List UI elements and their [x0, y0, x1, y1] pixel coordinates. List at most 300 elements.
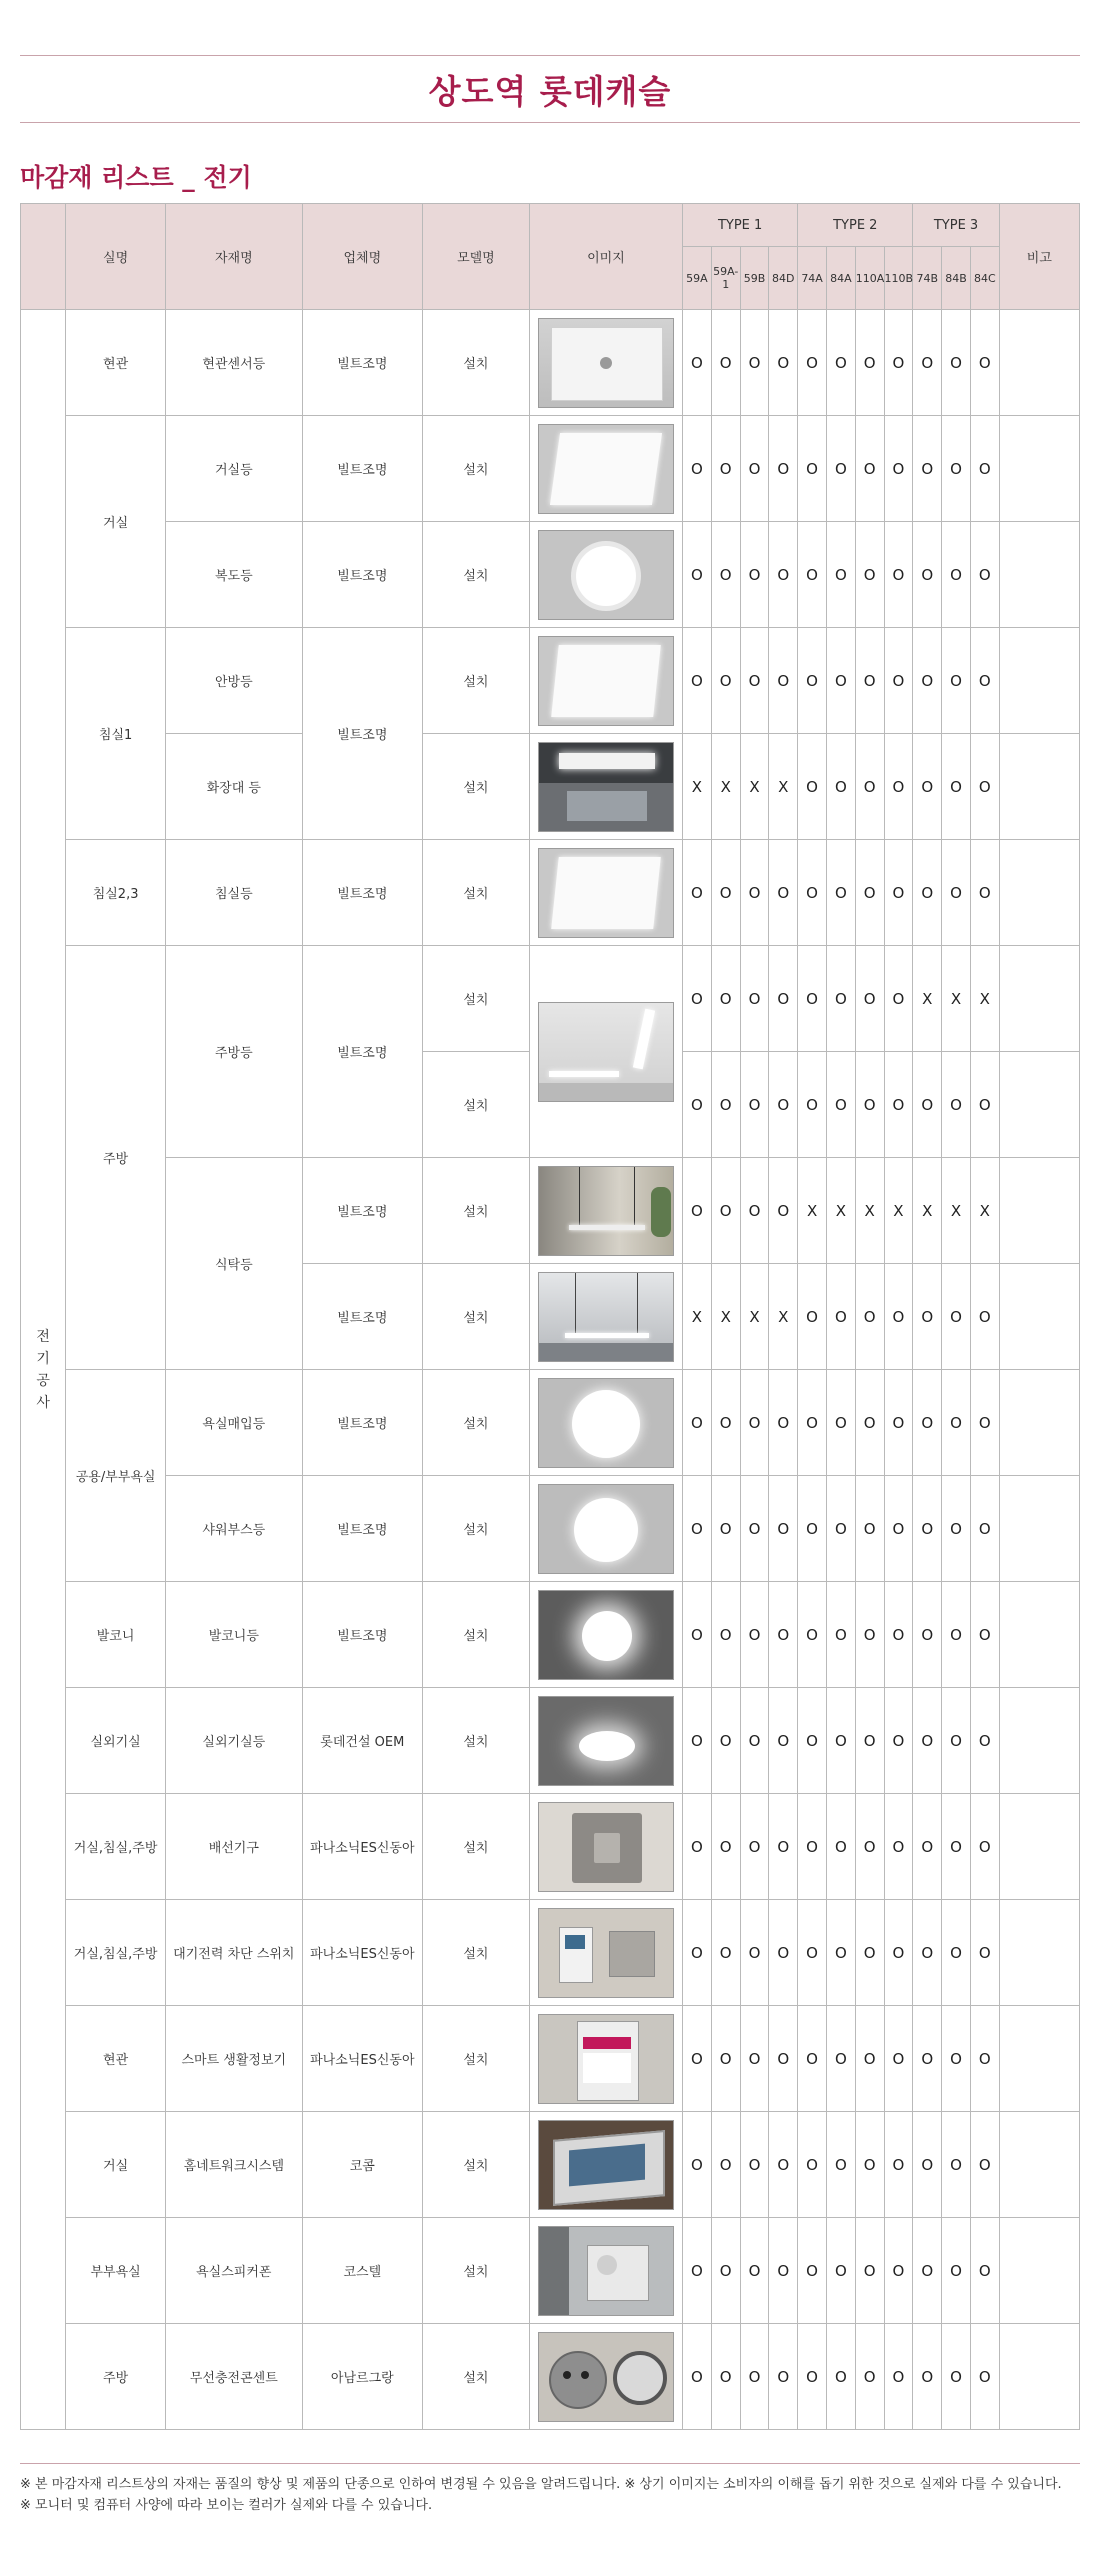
- table-row: [21, 1158, 1080, 1264]
- mark-cell: O: [826, 1264, 855, 1370]
- mark-cell: O: [884, 1794, 913, 1900]
- table-row: [21, 1476, 1080, 1582]
- mark-cell: O: [769, 1052, 798, 1158]
- room-cell: 부부욕실: [66, 2218, 166, 2324]
- maker-cell: 빌트조명: [302, 1476, 422, 1582]
- mark-cell: O: [942, 1900, 971, 2006]
- note-cell: [999, 416, 1079, 522]
- mark-cell: O: [740, 2218, 769, 2324]
- mark-cell: O: [884, 1264, 913, 1370]
- maker-cell: 코콤: [302, 2112, 422, 2218]
- mark-cell: O: [884, 1052, 913, 1158]
- page-title: 상도역 롯데캐슬: [428, 71, 672, 111]
- room-cell: 침실2,3: [66, 840, 166, 946]
- mark-cell: O: [683, 2324, 712, 2430]
- subtype-header: 74B: [913, 247, 942, 310]
- mark-cell: O: [913, 840, 942, 946]
- note-cell: [999, 1900, 1079, 2006]
- mark-cell: O: [855, 1264, 884, 1370]
- mark-cell: O: [942, 2006, 971, 2112]
- item-cell: 복도등: [165, 522, 302, 628]
- mark-cell: O: [740, 840, 769, 946]
- mark-cell: O: [826, 522, 855, 628]
- mark-cell: O: [711, 628, 740, 734]
- mark-cell: X: [740, 1264, 769, 1370]
- mark-cell: O: [740, 1158, 769, 1264]
- mark-cell: O: [826, 840, 855, 946]
- mark-cell: O: [913, 628, 942, 734]
- maker-cell: 롯데건설 OEM: [302, 1688, 422, 1794]
- mark-cell: O: [798, 310, 827, 416]
- mark-cell: O: [826, 1794, 855, 1900]
- mark-cell: O: [970, 2006, 999, 2112]
- bathroom-speakerphone-image: [538, 2226, 674, 2316]
- image-cell: [529, 1900, 682, 2006]
- mark-cell: O: [740, 1582, 769, 1688]
- mark-cell: O: [683, 628, 712, 734]
- mark-cell: O: [884, 310, 913, 416]
- mark-cell: O: [942, 628, 971, 734]
- mark-cell: O: [740, 1794, 769, 1900]
- mark-cell: O: [942, 2112, 971, 2218]
- note-cell: [999, 734, 1079, 840]
- recessed-light-image: [538, 1484, 674, 1574]
- image-cell: [529, 1264, 682, 1370]
- mark-cell: O: [683, 840, 712, 946]
- mark-cell: O: [769, 1158, 798, 1264]
- mark-cell: O: [711, 1370, 740, 1476]
- note-cell: [999, 1158, 1079, 1264]
- sensor-light-image: [538, 318, 674, 408]
- model-cell: 설치: [422, 1052, 529, 1158]
- subtype-header: 84D: [769, 247, 798, 310]
- mark-cell: O: [683, 1476, 712, 1582]
- mark-cell: O: [769, 310, 798, 416]
- mark-cell: O: [711, 1794, 740, 1900]
- mark-cell: O: [769, 1900, 798, 2006]
- model-cell: 설치: [422, 416, 529, 522]
- model-cell: 설치: [422, 628, 529, 734]
- mark-cell: O: [913, 1264, 942, 1370]
- item-cell: 욕실매입등: [165, 1370, 302, 1476]
- model-cell: 설치: [422, 1264, 529, 1370]
- mark-cell: O: [884, 1370, 913, 1476]
- item-cell: 스마트 생활정보기: [165, 2006, 302, 2112]
- item-cell: 홈네트워크시스템: [165, 2112, 302, 2218]
- standby-power-switch-image: [538, 1908, 674, 1998]
- image-cell: [529, 734, 682, 840]
- mark-cell: O: [711, 2324, 740, 2430]
- model-cell: 설치: [422, 946, 529, 1052]
- mark-cell: O: [769, 416, 798, 522]
- note-cell: [999, 628, 1079, 734]
- item-cell: 주방등: [165, 946, 302, 1158]
- mark-cell: O: [942, 1370, 971, 1476]
- mark-cell: O: [683, 2006, 712, 2112]
- model-cell: 설치: [422, 310, 529, 416]
- image-cell: [529, 1370, 682, 1476]
- table-row: [21, 734, 1080, 840]
- mark-cell: O: [942, 310, 971, 416]
- mark-cell: O: [855, 1582, 884, 1688]
- table-row: [21, 416, 1080, 522]
- subtype-header: 74A: [798, 247, 827, 310]
- maker-cell: 빌트조명: [302, 946, 422, 1158]
- item-cell: 거실등: [165, 416, 302, 522]
- item-cell: 발코니등: [165, 1582, 302, 1688]
- item-cell: 안방등: [165, 628, 302, 734]
- footnote-line: ※ 본 마감자재 리스트상의 자재는 품질의 향상 및 제품의 단종으로 인하여 변경될 수 있음을 알려드립니다. ※ 상기 이미지는 소비자의 이해를 돕기 위한 것으로 실제와 다를 수 있습니다.: [20, 2477, 1062, 2492]
- utility-room-light-image: [538, 1696, 674, 1786]
- model-cell: 설치: [422, 2324, 529, 2430]
- mark-cell: O: [740, 628, 769, 734]
- room-cell: 거실,침실,주방: [66, 1794, 166, 1900]
- mark-cell: O: [913, 2006, 942, 2112]
- mark-cell: O: [711, 2112, 740, 2218]
- mark-cell: O: [798, 1264, 827, 1370]
- mark-cell: O: [970, 522, 999, 628]
- mark-cell: X: [711, 734, 740, 840]
- mark-cell: O: [826, 1688, 855, 1794]
- room-cell: 공용/부부욕실: [66, 1370, 166, 1582]
- mark-cell: O: [942, 734, 971, 840]
- mark-cell: O: [913, 1582, 942, 1688]
- mark-cell: X: [683, 1264, 712, 1370]
- mark-cell: O: [711, 1052, 740, 1158]
- mark-cell: O: [970, 2218, 999, 2324]
- mark-cell: O: [913, 1794, 942, 1900]
- mark-cell: O: [855, 1688, 884, 1794]
- mark-cell: O: [913, 1052, 942, 1158]
- section-title: 마감재 리스트 _ 전기: [20, 163, 252, 192]
- mark-cell: O: [884, 628, 913, 734]
- note-cell: [999, 1264, 1079, 1370]
- header-note: 비고: [999, 204, 1079, 310]
- mark-cell: O: [913, 734, 942, 840]
- mark-cell: O: [711, 1582, 740, 1688]
- mark-cell: O: [683, 1158, 712, 1264]
- mark-cell: X: [826, 1158, 855, 1264]
- mark-cell: O: [683, 1052, 712, 1158]
- header-image: 이미지: [529, 204, 682, 310]
- panel-light-image: [538, 424, 674, 514]
- subtype-header: 59A-1: [711, 247, 740, 310]
- mark-cell: O: [970, 1264, 999, 1370]
- mark-cell: O: [942, 1476, 971, 1582]
- mark-cell: O: [855, 1052, 884, 1158]
- image-cell: [529, 1476, 682, 1582]
- mark-cell: O: [826, 1582, 855, 1688]
- item-cell: 현관센서등: [165, 310, 302, 416]
- mark-cell: O: [711, 946, 740, 1052]
- panel-light-image: [538, 636, 674, 726]
- category-label: 전기공사: [36, 1328, 50, 1411]
- table-row: [21, 2218, 1080, 2324]
- mark-cell: O: [913, 416, 942, 522]
- mark-cell: O: [884, 1476, 913, 1582]
- image-cell: [529, 840, 682, 946]
- note-cell: [999, 2006, 1079, 2112]
- mark-cell: O: [970, 310, 999, 416]
- model-cell: 설치: [422, 2218, 529, 2324]
- mark-cell: O: [740, 310, 769, 416]
- mark-cell: O: [683, 946, 712, 1052]
- home-network-panel-image: [538, 2120, 674, 2210]
- mark-cell: O: [855, 840, 884, 946]
- mark-cell: O: [884, 2218, 913, 2324]
- mark-cell: O: [740, 416, 769, 522]
- header-blank: [21, 204, 66, 310]
- subtype-header: 110A: [855, 247, 884, 310]
- mark-cell: O: [711, 1158, 740, 1264]
- mark-cell: O: [884, 946, 913, 1052]
- category-cell: [21, 310, 66, 2430]
- mark-cell: O: [769, 1370, 798, 1476]
- mark-cell: O: [855, 416, 884, 522]
- maker-cell: 코스텔: [302, 2218, 422, 2324]
- header-maker: 업체명: [302, 204, 422, 310]
- mark-cell: O: [740, 1476, 769, 1582]
- mark-cell: O: [913, 2324, 942, 2430]
- item-cell: 욕실스피커폰: [165, 2218, 302, 2324]
- mark-cell: X: [913, 1158, 942, 1264]
- model-cell: 설치: [422, 1900, 529, 2006]
- mark-cell: O: [798, 2324, 827, 2430]
- smart-info-display-image: [538, 2014, 674, 2104]
- room-cell: 실외기실: [66, 1688, 166, 1794]
- mark-cell: O: [855, 310, 884, 416]
- item-cell: 침실등: [165, 840, 302, 946]
- mark-cell: O: [942, 1052, 971, 1158]
- round-downlight-image: [538, 530, 674, 620]
- mark-cell: O: [970, 1052, 999, 1158]
- mark-cell: O: [826, 1900, 855, 2006]
- mark-cell: O: [884, 840, 913, 946]
- mark-cell: O: [855, 522, 884, 628]
- mark-cell: O: [826, 310, 855, 416]
- note-cell: [999, 1688, 1079, 1794]
- mark-cell: O: [884, 1582, 913, 1688]
- table-row: [21, 2112, 1080, 2218]
- mark-cell: O: [740, 2006, 769, 2112]
- mark-cell: O: [740, 2112, 769, 2218]
- mark-cell: O: [855, 2112, 884, 2218]
- maker-cell: 파나소닉ES신동아: [302, 1900, 422, 2006]
- room-cell: 거실: [66, 416, 166, 628]
- dining-pendant-image: [538, 1272, 674, 1362]
- model-cell: 설치: [422, 1794, 529, 1900]
- mark-cell: O: [913, 310, 942, 416]
- mark-cell: O: [913, 2218, 942, 2324]
- mark-cell: O: [769, 2324, 798, 2430]
- maker-cell: 빌트조명: [302, 1264, 422, 1370]
- mark-cell: O: [740, 1052, 769, 1158]
- mark-cell: O: [798, 1582, 827, 1688]
- item-cell: 샤워부스등: [165, 1476, 302, 1582]
- mark-cell: O: [855, 946, 884, 1052]
- mark-cell: O: [855, 1370, 884, 1476]
- mark-cell: X: [942, 946, 971, 1052]
- mark-cell: O: [942, 1582, 971, 1688]
- mark-cell: X: [769, 1264, 798, 1370]
- header-type3: TYPE 3: [913, 204, 999, 247]
- mark-cell: O: [798, 840, 827, 946]
- mark-cell: O: [798, 2112, 827, 2218]
- mark-cell: O: [769, 628, 798, 734]
- recessed-light-image: [538, 1378, 674, 1468]
- image-cell: [529, 1582, 682, 1688]
- table-row: [21, 2324, 1080, 2430]
- item-cell: 배선기구: [165, 1794, 302, 1900]
- table-row: [21, 628, 1080, 734]
- finish-material-table: [20, 203, 1080, 2430]
- image-cell: [529, 1158, 682, 1264]
- mark-cell: O: [769, 1794, 798, 1900]
- note-cell: [999, 522, 1079, 628]
- mark-cell: O: [884, 1900, 913, 2006]
- item-cell: 화장대 등: [165, 734, 302, 840]
- note-cell: [999, 1052, 1079, 1158]
- mark-cell: X: [884, 1158, 913, 1264]
- mark-cell: O: [913, 2112, 942, 2218]
- mark-cell: O: [683, 1582, 712, 1688]
- note-cell: [999, 310, 1079, 416]
- mark-cell: O: [711, 522, 740, 628]
- mark-cell: O: [942, 522, 971, 628]
- mark-cell: O: [913, 1476, 942, 1582]
- mark-cell: O: [855, 1900, 884, 2006]
- mark-cell: O: [826, 734, 855, 840]
- mark-cell: O: [826, 2324, 855, 2430]
- image-cell: [529, 522, 682, 628]
- maker-cell: 빌트조명: [302, 522, 422, 628]
- mark-cell: O: [826, 2218, 855, 2324]
- model-cell: 설치: [422, 734, 529, 840]
- subtype-header: 84B: [942, 247, 971, 310]
- mark-cell: X: [855, 1158, 884, 1264]
- image-cell: [529, 946, 682, 1158]
- room-cell: 현관: [66, 310, 166, 416]
- mark-cell: O: [826, 1370, 855, 1476]
- room-cell: 거실: [66, 2112, 166, 2218]
- model-cell: 설치: [422, 840, 529, 946]
- room-cell: 거실,침실,주방: [66, 1900, 166, 2006]
- mark-cell: X: [942, 1158, 971, 1264]
- mark-cell: O: [711, 1688, 740, 1794]
- mark-cell: O: [798, 1052, 827, 1158]
- mark-cell: O: [970, 1582, 999, 1688]
- mark-cell: O: [683, 416, 712, 522]
- mark-cell: O: [970, 840, 999, 946]
- mark-cell: O: [769, 1688, 798, 1794]
- mark-cell: O: [798, 1688, 827, 1794]
- mark-cell: O: [683, 310, 712, 416]
- mark-cell: O: [884, 1688, 913, 1794]
- header-type1: TYPE 1: [683, 204, 798, 247]
- linear-light-image: [538, 1002, 674, 1102]
- item-cell: 무선충전콘센트: [165, 2324, 302, 2430]
- mark-cell: O: [855, 2006, 884, 2112]
- maker-cell: 빌트조명: [302, 1158, 422, 1264]
- maker-cell: 빌트조명: [302, 310, 422, 416]
- mark-cell: O: [798, 1794, 827, 1900]
- image-cell: [529, 2112, 682, 2218]
- note-cell: [999, 2324, 1079, 2430]
- mark-cell: O: [769, 522, 798, 628]
- maker-cell: 빌트조명: [302, 840, 422, 946]
- mark-cell: O: [740, 1900, 769, 2006]
- model-cell: 설치: [422, 2006, 529, 2112]
- mark-cell: O: [826, 628, 855, 734]
- mark-cell: O: [942, 1688, 971, 1794]
- mark-cell: O: [942, 1264, 971, 1370]
- mark-cell: X: [769, 734, 798, 840]
- mark-cell: O: [769, 1582, 798, 1688]
- mark-cell: O: [855, 2324, 884, 2430]
- image-cell: [529, 2006, 682, 2112]
- subtype-header: 59A: [683, 247, 712, 310]
- wireless-charging-outlet-image: [538, 2332, 674, 2422]
- mark-cell: O: [855, 734, 884, 840]
- mark-cell: O: [769, 1476, 798, 1582]
- maker-cell: 파나소닉ES신동아: [302, 2006, 422, 2112]
- mark-cell: O: [798, 2006, 827, 2112]
- mark-cell: O: [855, 1476, 884, 1582]
- model-cell: 설치: [422, 1370, 529, 1476]
- mark-cell: X: [740, 734, 769, 840]
- header-type2: TYPE 2: [798, 204, 913, 247]
- table-row: [21, 946, 1080, 1052]
- item-cell: 대기전력 차단 스위치: [165, 1900, 302, 2006]
- vanity-light-image: [538, 742, 674, 832]
- model-cell: 설치: [422, 2112, 529, 2218]
- mark-cell: X: [970, 946, 999, 1052]
- mark-cell: O: [826, 1052, 855, 1158]
- mark-cell: O: [942, 2218, 971, 2324]
- mark-cell: O: [884, 2006, 913, 2112]
- mark-cell: O: [884, 2112, 913, 2218]
- header-room: 실명: [66, 204, 166, 310]
- note-cell: [999, 1370, 1079, 1476]
- table-row: [21, 840, 1080, 946]
- mark-cell: O: [942, 2324, 971, 2430]
- mark-cell: O: [798, 946, 827, 1052]
- room-cell: 현관: [66, 2006, 166, 2112]
- table-row: [21, 1688, 1080, 1794]
- mark-cell: O: [855, 2218, 884, 2324]
- mark-cell: O: [683, 2112, 712, 2218]
- mark-cell: O: [826, 946, 855, 1052]
- image-cell: [529, 1688, 682, 1794]
- balcony-light-image: [538, 1590, 674, 1680]
- mark-cell: O: [769, 2112, 798, 2218]
- mark-cell: O: [711, 840, 740, 946]
- mark-cell: O: [769, 2006, 798, 2112]
- model-cell: 설치: [422, 1688, 529, 1794]
- table-row: [21, 2006, 1080, 2112]
- note-cell: [999, 2218, 1079, 2324]
- mark-cell: O: [884, 2324, 913, 2430]
- note-cell: [999, 1794, 1079, 1900]
- maker-cell: 아남르그랑: [302, 2324, 422, 2430]
- subtype-header: 59B: [740, 247, 769, 310]
- room-cell: 주방: [66, 2324, 166, 2430]
- mark-cell: O: [740, 1688, 769, 1794]
- mark-cell: O: [913, 1688, 942, 1794]
- mark-cell: O: [711, 2218, 740, 2324]
- mark-cell: O: [683, 1688, 712, 1794]
- mark-cell: O: [711, 2006, 740, 2112]
